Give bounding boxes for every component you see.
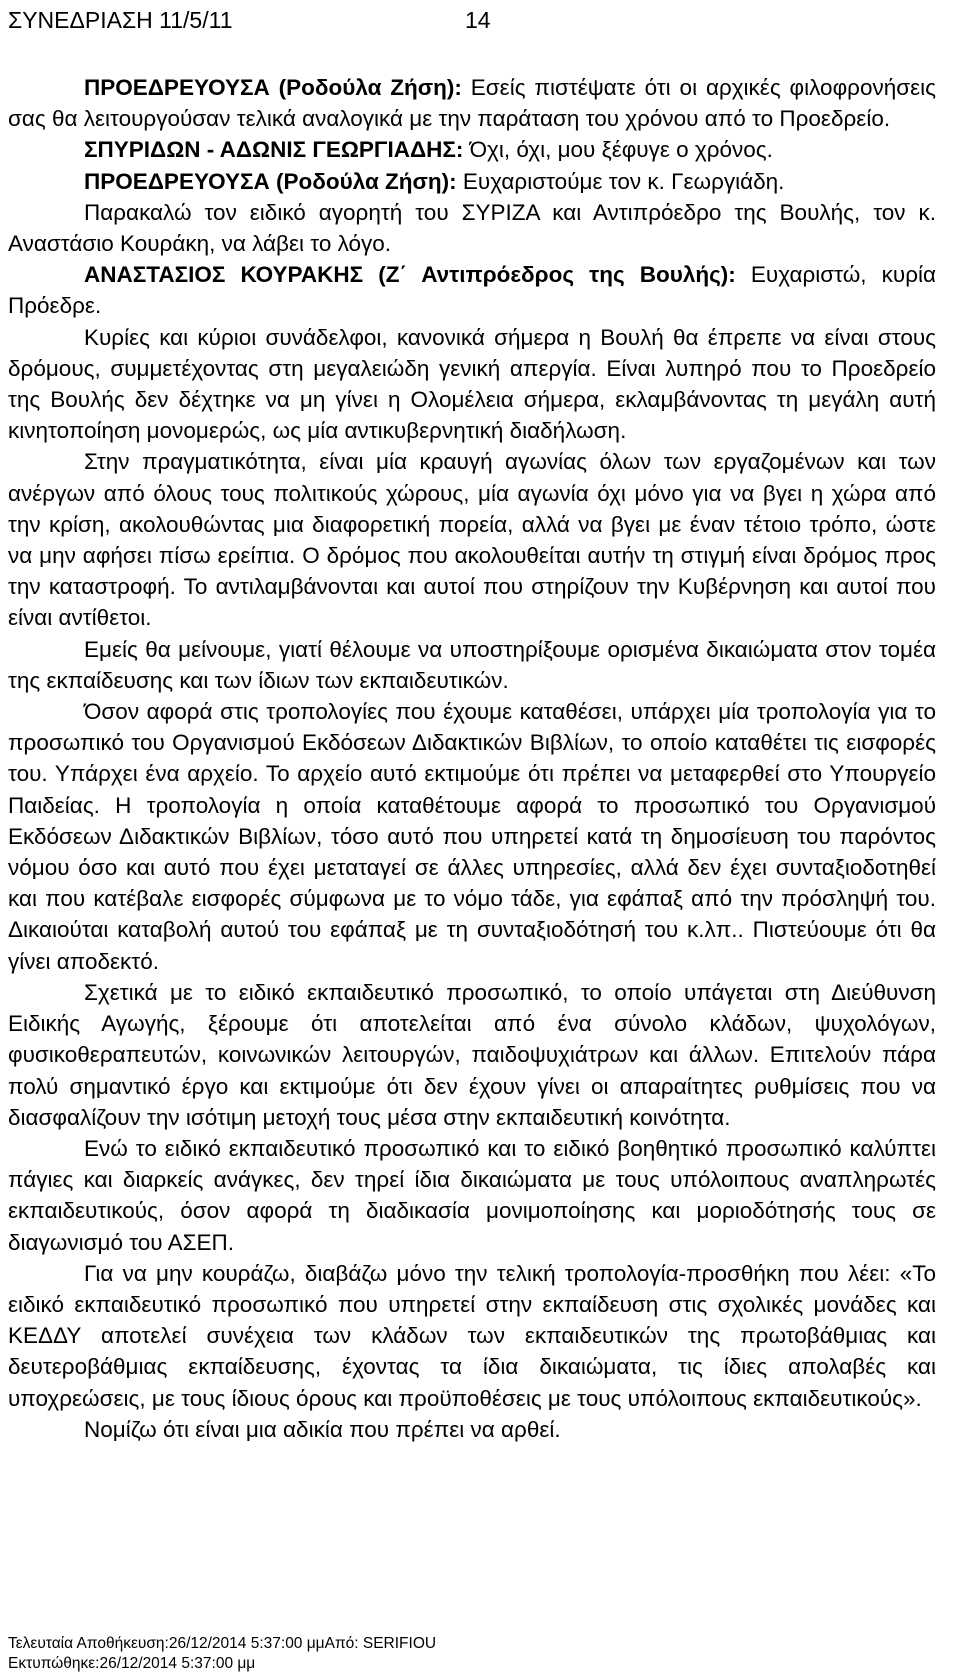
paragraph	[8, 1414, 936, 1445]
paragraph-text: Σχετικά με το ειδικό εκπαιδευτικό προσωπικό, το οποίο υπάγεται στη Διεύθυνση Ειδικής Αγωγής, ξέρουμε ότι αποτελείται από ένα σύνολο κλάδων, ψυχολόγων, φυσικοθεραπευτών, κοινωνικών λειτουργών, παιδοψυχιάτρων και άλλων. Επιτελούν πάρα πολύ σημαντικό έργο και εκτιμούμε ότι δεν έχουν γίνει οι απαραίτητες ρυθμίσεις που να διασφαλίζουν την ισότιμη μετοχή τους μέσα στην εκπαιδευτική κοινότητα.	[8, 979, 936, 1130]
paragraph	[8, 977, 936, 1133]
speaker-name: ΣΠΥΡΙΔΩΝ - ΑΔΩΝΙΣ ΓΕΩΡΓΙΑΔΗΣ:	[84, 137, 464, 163]
paragraph-text: Ευχαριστούμε τον κ. Γεωργιάδη.	[456, 168, 785, 194]
page-number: 14	[465, 7, 491, 33]
session-title: ΣΥΝΕΔΡΙΑΣΗ 11/5/11	[8, 7, 233, 33]
footer-saved-line: Τελευταία Αποθήκευση:26/12/2014 5:37:00 μμΑπό: SERIFIOU	[8, 1635, 437, 1652]
speaker-name: ΠΡΟΕΔΡΕΥΟΥΣΑ (Ροδούλα Ζήση):	[84, 168, 457, 194]
transcript-body	[8, 72, 936, 1445]
paragraph-text: Όχι, όχι, μου ξέφυγε ο χρόνος.	[463, 137, 773, 163]
speaker-name: ΠΡΟΕΔΡΕΥΟΥΣΑ (Ροδούλα Ζήση):	[84, 75, 462, 100]
paragraph-text: Εσείς πιστέψατε ότι οι αρχικές φιλοφρονήσεις σας θα λειτουργούσαν τελικά αναλογικά με την παράταση του χρόνου από το Προεδρείο.	[8, 75, 936, 132]
paragraph-text: Για να μην κουράζω, διαβάζω μόνο την τελική τροπολογία-προσθήκη που λέει: «Το ειδικό εκπαιδευτικό προσωπικό που υπηρετεί στην εκπαίδευση στις σχολικές μονάδες και ΚΕΔΔΥ αποτελεί συνέχεια των κλάδων των εκπαιδευτικών της πρωτοβάθμιας και δευτεροβάθμιας εκπαίδευσης, έχοντας τα ίδια δικαιώματα, τις ίδιες απολαβές και υποχρεώσεις, με τους ίδιους όρους και προϋποθέσεις με τους υπόλοιπους εκπαιδευτικούς».	[8, 1260, 936, 1411]
paragraph	[8, 446, 936, 633]
speaker-name: ΑΝΑΣΤΑΣΙΟΣ ΚΟΥΡΑΚΗΣ (Ζ΄ Αντιπρόεδρος της Βουλής):	[84, 262, 736, 288]
paragraph	[8, 322, 936, 447]
paragraph	[8, 634, 936, 696]
paragraph-text: Όσον αφορά στις τροπολογίες που έχουμε καταθέσει, υπάρχει μία τροπολογία για το προσωπικό του Οργανισμού Εκδόσεων Διδακτικών Βιβλίων, το οποίο καταθέτει τις εισφορές του. Υπάρχει ένα αρχείο. Το αρχείο αυτό εκτιμούμε ότι πρέπει να μεταφερθεί στο Υπουργείο Παιδείας. Η τροπολογία η οποία καταθέτουμε αφορά το προσωπικό του Οργανισμού Εκδόσεων Διδακτικών Βιβλίων, τόσο αυτό που υπηρετεί κατά τη δημοσίευση του παρόντος νόμου όσο και αυτό που έχει μεταταγεί σε άλλες υπηρεσίες, αλλά δεν έχει συνταξιοδοτηθεί και που κατέβαλε εισφορές σύμφωνα με το νόμο τάδε, για εφάπαξ από την πρόσληψή του. Δικαιούται καταβολή αυτού του εφάπαξ με τη συνταξιοδότησή του κ.λπ.. Πιστεύουμε ότι θα γίνει αποδεκτό.	[8, 699, 936, 974]
paragraph-text: Ενώ το ειδικό εκπαιδευτικό προσωπικό και το ειδικό βοηθητικό προσωπικό καλύπτει πάγιες και διαρκείς ανάγκες, δεν τηρεί ίδια δικαιώματα με τους υπόλοιπους αναπληρωτές εκπαιδευτικούς, όσον αφορά τη διαδικασία μονιμοποίησης και μοριοδότησής τους σε διαγωνισμό του ΑΣΕΠ.	[8, 1135, 936, 1255]
paragraph	[8, 197, 936, 259]
paragraph	[8, 259, 936, 321]
paragraph	[8, 1133, 936, 1258]
page-header	[8, 6, 491, 34]
paragraph	[8, 72, 936, 134]
page-footer	[8, 1634, 436, 1674]
paragraph-text: Νομίζω ότι είναι μια αδικία που πρέπει να αρθεί.	[84, 1416, 561, 1442]
paragraph	[8, 134, 936, 165]
paragraph-text: Εμείς θα μείνουμε, γιατί θέλουμε να υποστηρίξουμε ορισμένα δικαιώματα στον τομέα της εκπαίδευσης και των ίδιων των εκπαιδευτικών.	[8, 636, 936, 693]
footer-printed-line: Εκτυπώθηκε:26/12/2014 5:37:00 μμ	[8, 1655, 256, 1672]
paragraph-text: Παρακαλώ τον ειδικό αγορητή του ΣΥΡΙΖΑ και Αντιπρόεδρο της Βουλής, τον κ. Αναστάσιο Κουράκη, να λάβει το λόγο.	[8, 199, 936, 257]
paragraph-text: Ευχαριστώ, κυρία Πρόεδρε.	[8, 262, 937, 319]
paragraph-text: Κυρίες και κύριοι συνάδελφοι, κανονικά σήμερα η Βουλή θα έπρεπε να είναι στους δρόμους, συμμετέχοντας στη μεγαλειώδη γενική απεργία. Είναι λυπηρό που το Προεδρείο της Βουλής δεν δέχτηκε να μη γίνει η Ολομέλεια σήμερα, εκλαμβάνοντας τη μεγάλη αυτή κινητοποίηση μονομερώς, ως μία αντικυβερνητική διαδήλωση.	[8, 324, 936, 444]
paragraph-text: Στην πραγματικότητα, είναι μία κραυγή αγωνίας όλων των εργαζομένων και των ανέργων από όλους τους πολιτικούς χώρους, μία αγωνία όχι μόνο για να βγει η χώρα από την κρίση, ακολουθώντας μια διαφορετική πορεία, αλλά να βγει με έναν τέτοιο τρόπο, ώστε να μην αφήσει πίσω ερείπια. Ο δρόμος που ακολουθείται αυτήν τη στιγμή είναι δρόμος προς την καταστροφή. Το αντιλαμβάνονται και αυτοί που στηρίζουν την Κυβέρνηση και αυτοί που είναι αντίθετοι.	[8, 449, 936, 631]
paragraph	[8, 1258, 936, 1414]
paragraph	[8, 696, 936, 977]
paragraph	[8, 166, 936, 197]
